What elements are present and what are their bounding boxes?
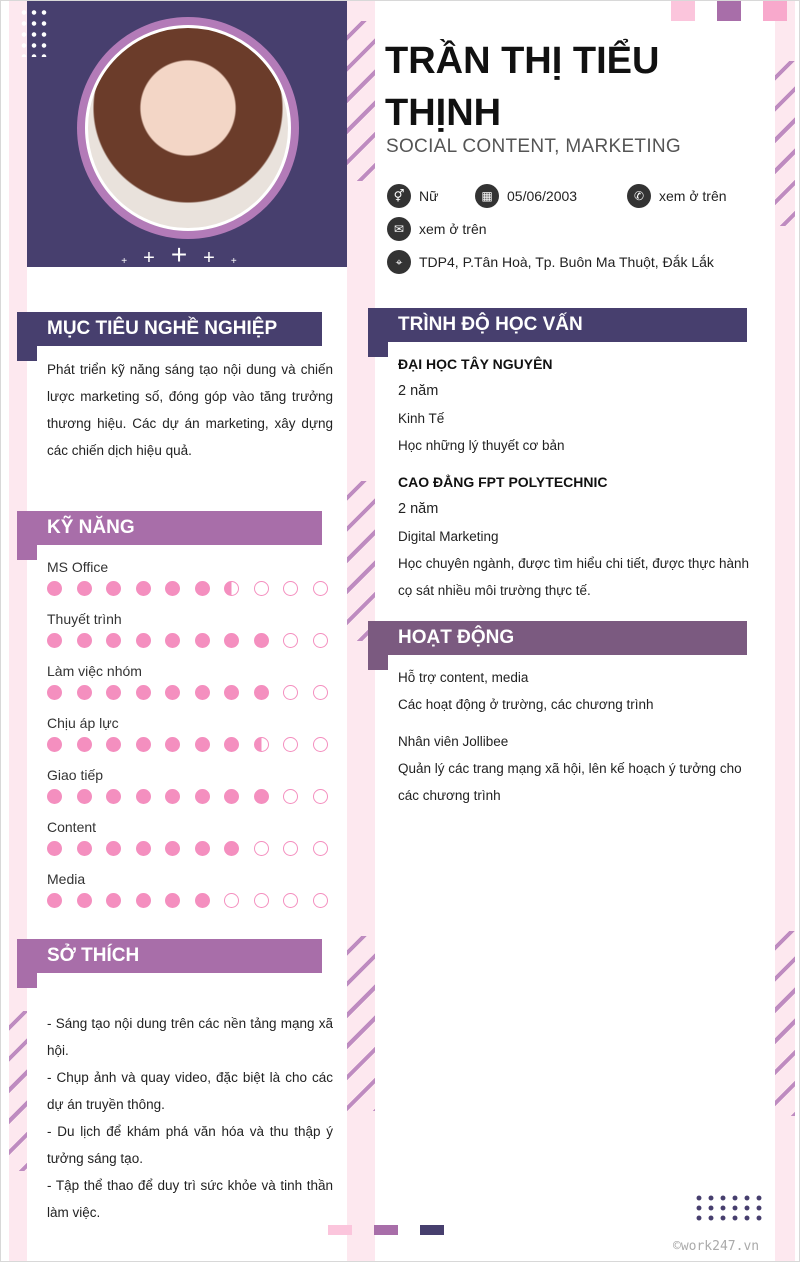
skill-dot: [106, 685, 121, 700]
skill-dot: [165, 737, 180, 752]
profile-photo: [85, 25, 291, 231]
dob-info: [475, 184, 577, 208]
hobby-item: - Du lịch để khám phá văn hóa và thu thập ý tưởng sáng tạo.: [47, 1124, 333, 1166]
skill-dot: [254, 789, 269, 804]
hobbies-list: [47, 1010, 333, 1226]
skill-label: Chịu áp lực: [47, 715, 119, 731]
skill-dot: [313, 737, 328, 752]
skill-dot: [77, 633, 92, 648]
skill-dot: [313, 841, 328, 856]
location-icon: ⌖: [387, 250, 411, 274]
objective-text: Phát triển kỹ năng sáng tạo nội dung và chiến lược marketing số, đóng góp vào tăng trưởng thương hiệu. Các dự án marketing, xây dựng các chiến dịch hiệu quả.: [47, 362, 333, 458]
skill-dot: [283, 685, 298, 700]
dots-decor: [19, 7, 51, 57]
section-tab: [17, 345, 37, 361]
skill-label: Giao tiếp: [47, 767, 104, 783]
stripes-decor: [347, 481, 375, 641]
skill-dot: [136, 841, 151, 856]
skill-dot: [77, 893, 92, 908]
skill-dot: [136, 633, 151, 648]
section-tab: [368, 654, 388, 670]
skill-dot: [77, 581, 92, 596]
skill-rating: [47, 633, 328, 648]
education-title: TRÌNH ĐỘ HỌC VẤN: [368, 308, 747, 342]
skill-rating: [47, 893, 328, 908]
skill-dot: [165, 893, 180, 908]
phone-value: xem ở trên: [659, 188, 727, 204]
stripes-decor: [775, 931, 795, 1116]
skill-rating: [47, 789, 328, 804]
activity-desc: Các hoạt động ở trường, các chương trình: [398, 697, 654, 712]
skill-dot: [283, 841, 298, 856]
edu-major: Kinh Tế: [398, 411, 445, 426]
skill-dot: [47, 581, 62, 596]
candidate-role: SOCIAL CONTENT, MARKETING: [386, 136, 681, 157]
edu-major: Digital Marketing: [398, 529, 499, 544]
skill-dot: [77, 737, 92, 752]
skill-dot: [224, 633, 239, 648]
skill-dot: [106, 581, 121, 596]
skill-dot: [47, 841, 62, 856]
photo-block: [27, 1, 347, 270]
skill-dot: [195, 841, 210, 856]
mail-icon: ✉: [387, 217, 411, 241]
skill-dot: [283, 581, 298, 596]
skill-dot: [47, 737, 62, 752]
skill-label: Thuyết trình: [47, 611, 122, 627]
hobby-item: - Chụp ảnh và quay video, đặc biệt là cho các dự án truyền thông.: [47, 1070, 333, 1112]
edu-duration: 2 năm: [398, 501, 439, 517]
skill-dot: [195, 581, 210, 596]
phone-info: [627, 184, 727, 208]
skill-dot: [254, 685, 269, 700]
activity-role: Nhân viên Jollibee: [398, 734, 509, 749]
skill-dot: [224, 893, 239, 908]
skill-dot: [224, 789, 239, 804]
skill-dot: [254, 841, 269, 856]
skill-dot: [195, 737, 210, 752]
skill-dot: [165, 581, 180, 596]
avatar: [77, 17, 299, 239]
stripes-decor: [347, 936, 375, 1111]
section-tab: [17, 972, 37, 988]
section-tab: [368, 341, 388, 357]
skill-rating: [47, 685, 328, 700]
skill-dot: [77, 685, 92, 700]
skill-dot: [136, 893, 151, 908]
edu-school: ĐẠI HỌC TÂY NGUYÊN: [398, 356, 553, 372]
skill-label: Content: [47, 819, 97, 835]
stripes-decor: [9, 1011, 27, 1171]
email-info: [387, 217, 487, 241]
skill-dot: [313, 581, 328, 596]
activities-title: HOẠT ĐỘNG: [368, 621, 747, 655]
skill-dot: [106, 633, 121, 648]
email-value: xem ở trên: [419, 221, 487, 237]
skill-dot: [254, 581, 269, 596]
skill-dot: [165, 789, 180, 804]
skill-dot: [254, 893, 269, 908]
hobbies-title: SỞ THÍCH: [17, 939, 322, 973]
skill-dot: [195, 633, 210, 648]
skill-dot: [283, 737, 298, 752]
hobby-item: - Sáng tạo nội dung trên các nền tảng mạng xã hội.: [47, 1016, 333, 1058]
skill-dot: [136, 581, 151, 596]
skill-dot: [283, 893, 298, 908]
edu-desc: Học những lý thuyết cơ bản: [398, 438, 565, 453]
calendar-icon: ▦: [475, 184, 499, 208]
plus-decor: +++++: [121, 239, 253, 270]
objective-title: MỤC TIÊU NGHỀ NGHIỆP: [17, 312, 322, 346]
skill-label: Media: [47, 871, 86, 887]
skill-dot: [313, 789, 328, 804]
skill-dot: [254, 633, 269, 648]
dob-value: 05/06/2003: [507, 188, 578, 204]
edu-desc: Học chuyên ngành, được tìm hiểu chi tiết, được thực hành cọ sát nhiều môi trường thực tế.: [398, 556, 749, 598]
activity-role: Hỗ trợ content, media: [398, 670, 529, 685]
skill-dot: [224, 841, 239, 856]
skill-dot: [47, 685, 62, 700]
gender-icon: ⚥: [387, 184, 411, 208]
skill-dot: [47, 893, 62, 908]
address-value: TDP4, P.Tân Hoà, Tp. Buôn Ma Thuột, Đắk Lắk: [419, 254, 714, 270]
skill-rating: [47, 581, 328, 596]
gender-info: [387, 184, 438, 208]
skill-rating: [47, 737, 328, 752]
skill-rating: [47, 841, 328, 856]
skill-dot: [47, 633, 62, 648]
skill-dot: [165, 685, 180, 700]
skill-dot: [195, 685, 210, 700]
activity-desc: Quản lý các trang mạng xã hội, lên kế hoạch ý tưởng cho các chương trình: [398, 761, 742, 803]
skill-dot: [106, 841, 121, 856]
skill-dot: [77, 841, 92, 856]
gender-value: Nữ: [419, 188, 439, 204]
section-tab: [17, 544, 37, 560]
stripes-decor: [347, 21, 375, 181]
skill-dot: [77, 789, 92, 804]
skill-dot: [165, 841, 180, 856]
skill-dot: [313, 633, 328, 648]
edu-school: CAO ĐẲNG FPT POLYTECHNIC: [398, 474, 608, 490]
skill-dot: [283, 789, 298, 804]
candidate-name: TRẦN THỊ TIỂU THỊNH: [385, 40, 660, 134]
skill-dot: [136, 737, 151, 752]
skill-dot: [195, 893, 210, 908]
hobby-item: - Tập thể thao để duy trì sức khỏe và tinh thần làm việc.: [47, 1178, 333, 1220]
skill-dot: [254, 737, 269, 752]
skill-dot: [136, 685, 151, 700]
skill-label: MS Office: [47, 559, 109, 575]
skill-dot: [106, 893, 121, 908]
skills-title: KỸ NĂNG: [17, 511, 322, 545]
skill-dot: [224, 685, 239, 700]
skill-dot: [47, 789, 62, 804]
skill-dot: [106, 737, 121, 752]
edu-duration: 2 năm: [398, 383, 439, 399]
skill-dot: [313, 893, 328, 908]
stripes-decor: [775, 61, 795, 226]
skill-dot: [313, 685, 328, 700]
skill-dot: [224, 737, 239, 752]
dots-decor: [693, 1193, 763, 1225]
skill-dot: [224, 581, 239, 596]
watermark: ©work247.vn: [673, 1239, 760, 1254]
skill-label: Làm việc nhóm: [47, 663, 142, 679]
skill-dot: [283, 633, 298, 648]
skill-dot: [136, 789, 151, 804]
skill-dot: [165, 633, 180, 648]
address-info: [387, 250, 714, 274]
skill-dot: [106, 789, 121, 804]
skill-dot: [195, 789, 210, 804]
phone-icon: ✆: [627, 184, 651, 208]
